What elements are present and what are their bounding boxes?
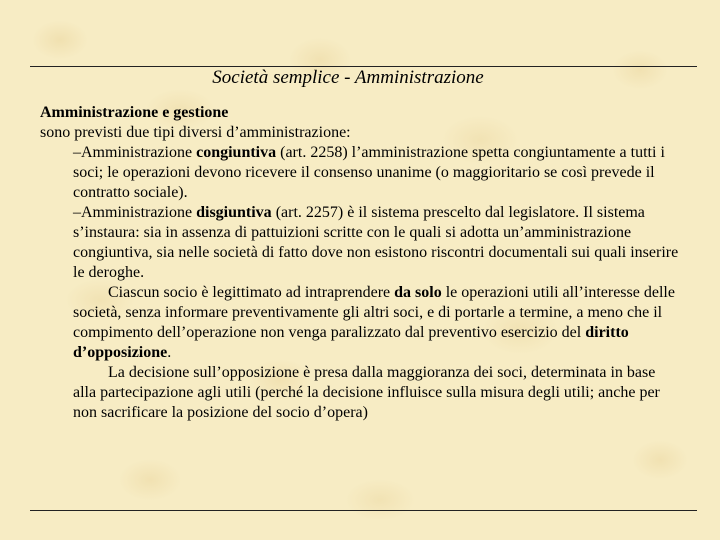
slide-title: Società semplice - Amministrazione bbox=[212, 67, 484, 88]
ciascun-text-3: . bbox=[167, 344, 172, 361]
disgiuntiva-prefix: –Amministrazione bbox=[73, 204, 197, 221]
disgiuntiva-paragraph bbox=[40, 203, 680, 283]
da-solo-term: da solo bbox=[394, 284, 442, 301]
congiuntiva-text: (art. 2258) l’amministrazione spetta congiuntamente a tutti i soci; le operazioni devono ricevere il consenso unanime (o maggioritario se così prevede il contratto sociale). bbox=[73, 144, 665, 201]
section-heading: Amministrazione e gestione bbox=[40, 104, 229, 121]
ciascun-paragraph bbox=[40, 283, 680, 363]
ciascun-text-2: le operazioni utili all’interesse delle società, senza informare preventivamente gli altri soci, e di portarle a termine, a meno che il compimento dell’operazione non venga paralizzato dal preventivo esercizio del bbox=[73, 284, 675, 341]
diritto-opposizione-term: diritto d’opposizione bbox=[73, 324, 629, 361]
congiuntiva-paragraph bbox=[40, 143, 680, 203]
ciascun-text-1: Ciascun socio è legittimato ad intraprendere bbox=[108, 284, 395, 301]
congiuntiva-term: congiuntiva bbox=[196, 144, 277, 161]
bottom-divider bbox=[30, 510, 697, 511]
congiuntiva-prefix: –Amministrazione bbox=[73, 144, 197, 161]
slide-body bbox=[40, 103, 680, 423]
decisione-paragraph: La decisione sull’opposizione è presa dalla maggioranza dei soci, determinata in base alla partecipazione agli utili (perché la decisione influisce sulla misura degli utili; anche per non sacrificare la posizione del socio d’opera) bbox=[73, 364, 660, 421]
disgiuntiva-term: disgiuntiva bbox=[196, 204, 272, 221]
intro-text: sono previsti due tipi diversi d’amministrazione: bbox=[40, 124, 351, 141]
disgiuntiva-text: (art. 2257) è il sistema prescelto dal legislatore. Il sistema s’instaura: sia in assenza di pattuizioni scritte con le quali si adotta un’amministrazione congiuntiva, sia nelle società di fatto dove non esistono riscontri documentali sui quali inserire le deroghe. bbox=[73, 204, 679, 281]
